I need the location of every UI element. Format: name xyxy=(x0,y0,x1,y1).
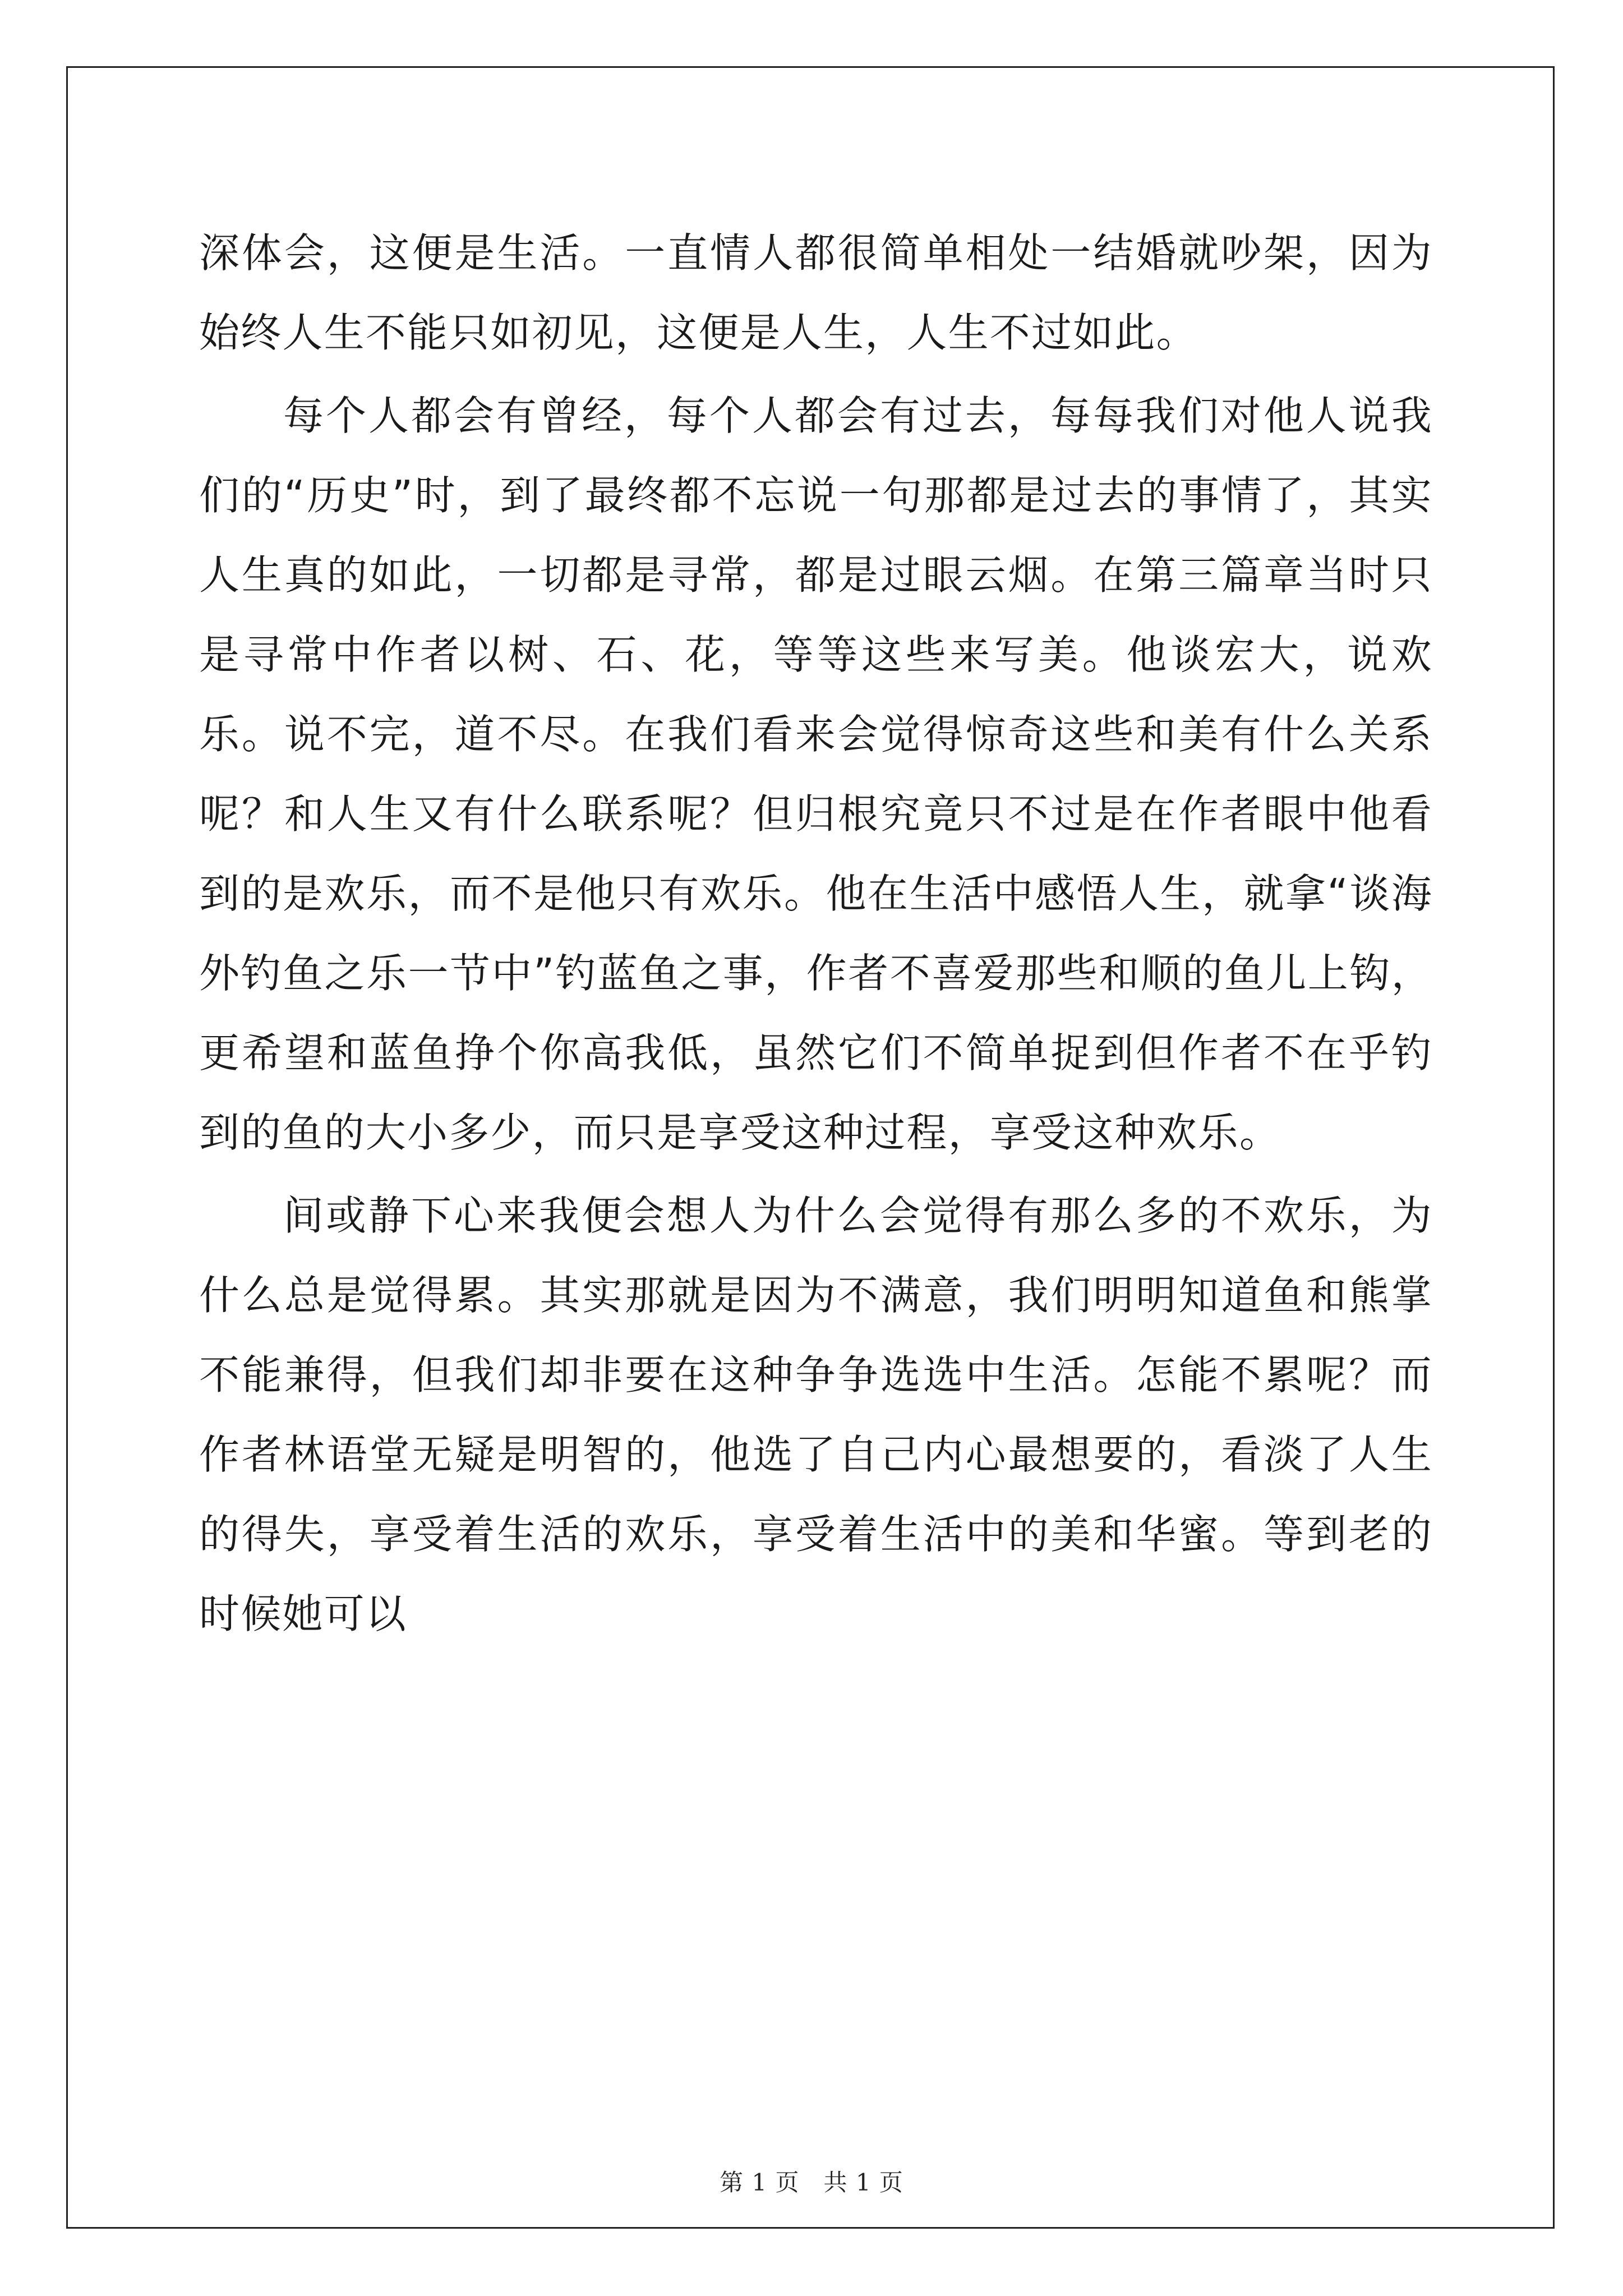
page-number-footer: 第 1 页 共 1 页 xyxy=(720,2169,903,2196)
document-body xyxy=(199,213,1433,1657)
paragraph-continuation: 深体会，这便是生活。一直情人都很简单相处一结婚就吵架，因为始终人生不能只如初见，这便是人生，人生不过如此。 xyxy=(199,229,1433,356)
paragraph: 间或静下心来我便会想人为什么会觉得有那么多的不欢乐，为什么总是觉得累。其实那就是因为不满意，我们明明知道鱼和熊掌不能兼得，但我们却非要在这种争争选选中生活。怎能不累呢？而作者林语堂无疑是明智的，他选了自己内心最想要的，看淡了人生的得失，享受着生活的欢乐，享受着生活中的美和华蜜。等到老的时候她可以 xyxy=(199,1192,1433,1637)
paragraph: 每个人都会有曾经，每个人都会有过去，每每我们对他人说我们的“历史”时，到了最终都不忘说一句那都是过去的事情了，其实人生真的如此，一切都是寻常，都是过眼云烟。在第三篇章当时只是寻常中作者以树、石、花，等等这些来写美。他谈宏大，说欢乐。说不完，道不尽。在我们看来会觉得惊奇这些和美有什么关系呢？和人生又有什么联系呢？但归根究竟只不过是在作者眼中他看到的是欢乐，而不是他只有欢乐。他在生活中感悟人生，就拿“谈海外钓鱼之乐一节中”钓蓝鱼之事，作者不喜爱那些和顺的鱼儿上钩，更希望和蓝鱼挣个你高我低，虽然它们不简单捉到但作者不在乎钓到的鱼的大小多少，而只是享受这种过程，享受这种欢乐。 xyxy=(199,392,1433,1156)
